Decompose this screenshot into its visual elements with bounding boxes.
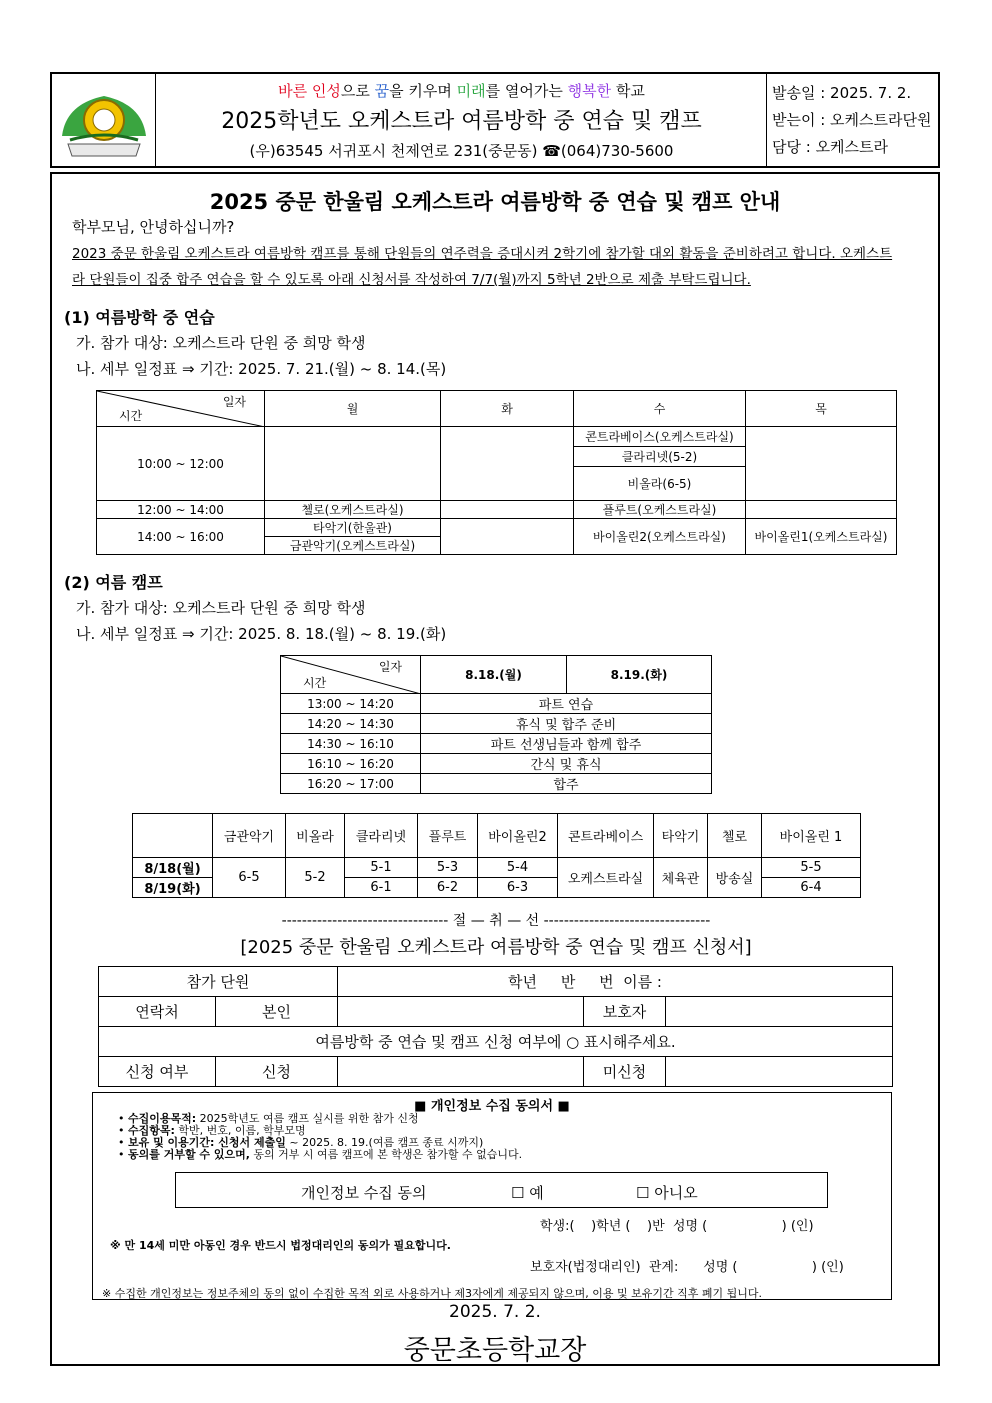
- room-header: 콘트라베이스: [558, 814, 654, 858]
- slogan-part: 꿈: [374, 82, 390, 100]
- corner-cell: [97, 391, 265, 427]
- letterhead-center: [156, 74, 767, 166]
- consent-yes-checkbox[interactable]: ☐ 예: [511, 1184, 544, 1202]
- room-flute-2: 6-2: [418, 878, 478, 898]
- room-header: 클라리넷: [345, 814, 418, 858]
- room-violin1-2: 6-4: [762, 878, 861, 898]
- room-bass: 오케스트라실: [558, 858, 654, 898]
- practice-schedule-table: [96, 390, 897, 555]
- camp-corner-cell: [281, 656, 421, 694]
- apply-yes-label: 신청: [216, 1057, 338, 1087]
- privacy-purpose: • 수집이용목적: 2025학년도 여름 캠프 실시를 위한 참가 신청: [118, 1112, 419, 1125]
- day-header-mon: 월: [265, 391, 441, 427]
- privacy-title: ■ 개인정보 수집 동의서 ■: [414, 1099, 570, 1114]
- letterhead: [50, 72, 940, 168]
- privacy-refuse: • 동의를 거부할 수 있으며, 동의 거부 시 여름 캠프에 본 학생은 참가할 수 없습니다.: [118, 1148, 523, 1161]
- room-header: 플루트: [418, 814, 478, 858]
- consent-no-checkbox[interactable]: ☐ 아니오: [636, 1184, 698, 1202]
- camp-time: 14:30 ~ 16:10: [281, 734, 421, 754]
- slogan-part: 으로: [340, 82, 375, 100]
- send-date: 발송일 : 2025. 7. 2.: [772, 84, 912, 102]
- room-clarinet-2: 6-1: [345, 878, 418, 898]
- room-header: 바이올린2: [478, 814, 558, 858]
- room-day-2: 8/19(화): [133, 878, 213, 898]
- school-emblem: [52, 74, 156, 166]
- self-label: 본인: [216, 997, 338, 1027]
- camp-activity: 간식 및 휴식: [421, 754, 712, 774]
- person-in-charge: 담당 : 오케스트라: [772, 138, 889, 156]
- send-info: [772, 74, 937, 166]
- tue-slot-3: [441, 519, 574, 555]
- room-cello: 방송실: [708, 858, 762, 898]
- wed-slot-1a: 콘트라베이스(오케스트라실): [574, 427, 746, 447]
- camp-activity: 파트 연습: [421, 694, 712, 714]
- day-header-tue: 화: [441, 391, 574, 427]
- room-brass: 6-5: [213, 858, 286, 898]
- camp-activity: 휴식 및 합주 준비: [421, 714, 712, 734]
- room-day-1: 8/18(월): [133, 858, 213, 878]
- camp-activity: 합주: [421, 774, 712, 794]
- intro-line-2: 라 단원들이 집중 합주 연습을 할 수 있도록 아래 신청서를 작성하여 7/7(월)까지 5학년 2반으로 제출 부탁드립니다.: [72, 272, 751, 288]
- privacy-items: [118, 1113, 522, 1161]
- greeting: 학부모님, 안녕하십니까?: [72, 218, 235, 236]
- room-clarinet-1: 5-1: [345, 858, 418, 878]
- wed-slot-1b: 클라리넷(5-2): [574, 447, 746, 467]
- apply-no-label: 미신청: [584, 1057, 666, 1087]
- member-label: 참가 단원: [99, 967, 338, 997]
- closing-date: 2025. 7. 2.: [449, 1302, 541, 1322]
- camp-time: 14:20 ~ 14:30: [281, 714, 421, 734]
- room-header: 바이올린 1: [762, 814, 861, 858]
- room-header: 첼로: [708, 814, 762, 858]
- room-violin2-1: 5-4: [478, 858, 558, 878]
- slogan-part: 를 열어가는: [485, 82, 568, 100]
- camp-time: 13:00 ~ 14:20: [281, 694, 421, 714]
- corner-bottom-label: 시간: [119, 409, 143, 423]
- thu-slot-3: 바이올린1(오케스트라실): [746, 519, 897, 555]
- privacy-period: • 보유 및 이용기간: 신청서 제출일 ~ 2025. 8. 19.(여름 캠프 종료 시까지): [118, 1136, 484, 1149]
- camp-corner-top: 일자: [378, 660, 402, 674]
- apply-no-field[interactable]: [666, 1057, 893, 1087]
- room-viola: 5-2: [286, 858, 345, 898]
- minor-consent-note: ※ 만 14세 미만 아동인 경우 반드시 법정대리인의 동의가 필요합니다.: [110, 1239, 451, 1252]
- circle-notice: 여름방학 중 연습 및 캠프 신청 여부에 ○ 표시해주세요.: [99, 1027, 893, 1057]
- time-slot-2: 12:00 ~ 14:00: [97, 501, 265, 519]
- guardian-phone-field[interactable]: [666, 997, 893, 1027]
- day-header-thu: 목: [746, 391, 897, 427]
- tue-slot-1: [441, 427, 574, 501]
- contact-label: 연락처: [99, 997, 216, 1027]
- corner-top-label: 일자: [222, 395, 246, 409]
- camp-time: 16:20 ~ 17:00: [281, 774, 421, 794]
- mon-slot-2: 첼로(오케스트라실): [265, 501, 441, 519]
- section2-heading: (2) 여름 캠프: [64, 573, 163, 592]
- intro-line-1: 2023 중문 한울림 오케스트라 여름방학 캠프를 통해 단원들의 연주력을 증대시켜 2학기에 참가할 대외 활동을 준비하려고 합니다. 오케스트: [72, 246, 893, 262]
- consent-box: [175, 1172, 828, 1208]
- self-phone-field[interactable]: [338, 997, 584, 1027]
- receiver: 받는이 : 오케스트라단원: [772, 111, 932, 129]
- slogan-part: 을 키우며: [389, 82, 457, 100]
- section1-schedule: 나. 세부 일정표 ⇒ 기간: 2025. 7. 21.(월) ~ 8. 14.(목): [76, 360, 447, 378]
- room-assignment-table: [132, 813, 861, 898]
- room-header: 비올라: [286, 814, 345, 858]
- slogan-part: 미래: [456, 82, 486, 100]
- camp-day-1: 8.18.(월): [421, 656, 567, 694]
- room-header: 타악기: [654, 814, 708, 858]
- apply-label: 신청 여부: [99, 1057, 216, 1087]
- room-percussion: 체육관: [654, 858, 708, 898]
- mon-slot-3b: 금관악기(오케스트라실): [265, 537, 441, 555]
- form-title: [2025 중문 한울림 오케스트라 여름방학 중 연습 및 캠프 신청서]: [240, 937, 752, 958]
- camp-activity: 파트 선생님들과 함께 합주: [421, 734, 712, 754]
- mon-slot-3a: 타악기(한울관): [265, 519, 441, 537]
- privacy-footer-note: ※ 수집한 개인정보는 정보주체의 동의 없이 수집한 목적 외로 사용하거나 제3자에게 제공되지 않으며, 이용 및 보유기간 직후 폐기 됩니다.: [102, 1287, 762, 1300]
- room-header: 금관악기: [213, 814, 286, 858]
- principal-name: 중문초등학교장: [403, 1335, 587, 1366]
- room-violin2-2: 6-3: [478, 878, 558, 898]
- cut-line: --------------------------------- 절 — 취 — 선 ---------------------------------: [281, 913, 711, 929]
- thu-slot-1: [746, 427, 897, 501]
- consent-label: 개인정보 수집 동의: [301, 1184, 427, 1202]
- slogan-part: 학교: [611, 82, 645, 100]
- wed-slot-3: 바이올린2(오케스트라실): [574, 519, 746, 555]
- slogan-part: 바른 인성: [278, 82, 341, 100]
- section1-heading: (1) 여름방학 중 연습: [64, 308, 215, 327]
- notice-title: 2025 중문 한울림 오케스트라 여름방학 중 연습 및 캠프 안내: [209, 190, 781, 214]
- slogan-part: 행복한: [567, 82, 612, 100]
- application-form: [98, 966, 893, 1087]
- camp-day-2: 8.19.(화): [567, 656, 712, 694]
- room-violin1-1: 5-5: [762, 858, 861, 878]
- student-signature-line[interactable]: 학생:( )학년 ( )반 성명 ( ) (인): [540, 1219, 814, 1234]
- wed-slot-1c: 비올라(6-5): [574, 467, 746, 501]
- rooms-corner: [133, 814, 213, 858]
- camp-corner-bottom: 시간: [303, 676, 327, 690]
- thu-slot-2: [746, 501, 897, 519]
- privacy-fields: • 수집항목: 학반, 번호, 이름, 학부모명: [118, 1124, 306, 1137]
- wed-slot-2: 플루트(오케스트라실): [574, 501, 746, 519]
- day-header-wed: 수: [574, 391, 746, 427]
- guardian-signature-line[interactable]: 보호자(법정대리인) 관계: 성명 ( ) (인): [530, 1260, 844, 1275]
- guardian-label: 보호자: [584, 997, 666, 1027]
- school-address: (우)63545 서귀포시 천제연로 231(중문동) ☎(064)730-5600: [249, 142, 674, 160]
- time-slot-1: 10:00 ~ 12:00: [97, 427, 265, 501]
- section2-schedule: 나. 세부 일정표 ⇒ 기간: 2025. 8. 18.(월) ~ 8. 19.(화): [76, 625, 447, 643]
- document-title: 2025학년도 오케스트라 여름방학 중 연습 및 캠프: [221, 109, 702, 134]
- time-slot-3: 14:00 ~ 16:00: [97, 519, 265, 555]
- tue-slot-2: [441, 501, 574, 519]
- camp-time: 16:10 ~ 16:20: [281, 754, 421, 774]
- school-slogan: [156, 80, 767, 101]
- section1-target: 가. 참가 대상: 오케스트라 단원 중 희망 학생: [76, 334, 366, 352]
- apply-yes-field[interactable]: [338, 1057, 584, 1087]
- section2-target: 가. 참가 대상: 오케스트라 단원 중 희망 학생: [76, 599, 366, 617]
- camp-schedule-table: [280, 655, 712, 794]
- room-flute-1: 5-3: [418, 858, 478, 878]
- member-fields[interactable]: 학년 반 번 이름 :: [338, 967, 893, 997]
- mon-slot-1: [265, 427, 441, 501]
